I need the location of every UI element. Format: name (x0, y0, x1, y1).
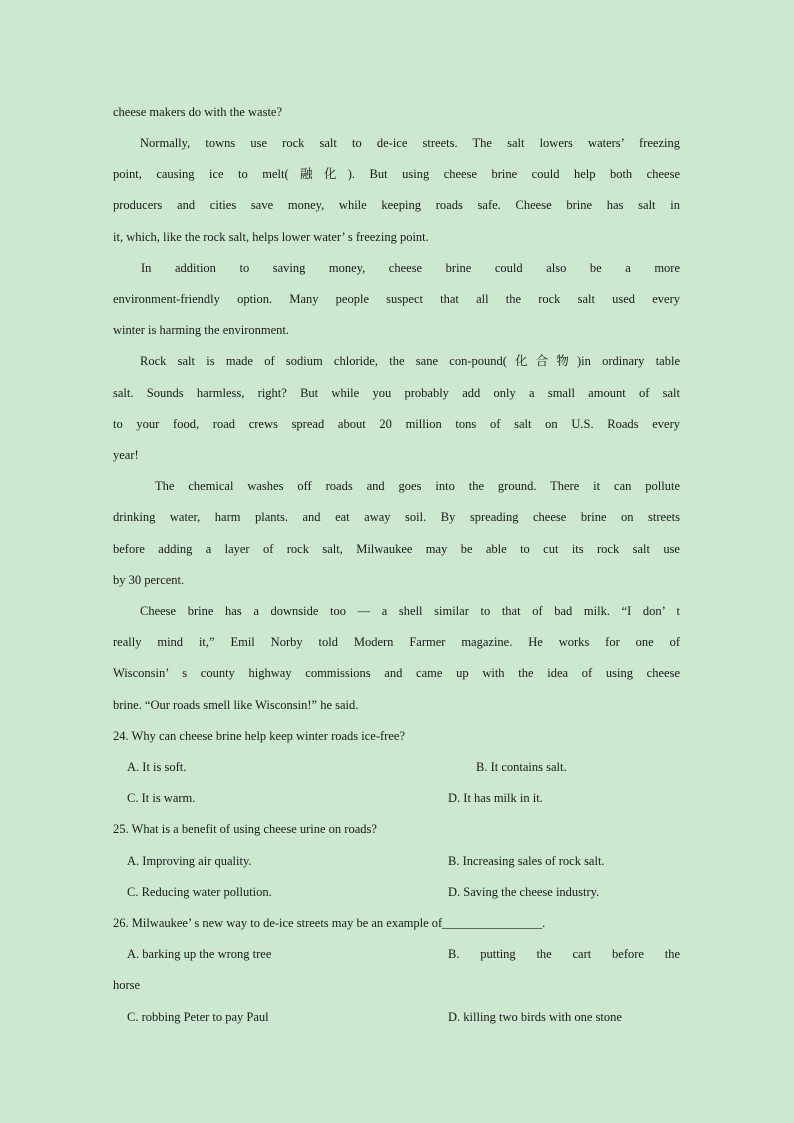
passage-line: In addition to saving money, cheese brine could also be a more (141, 261, 680, 275)
question-26-option-b: B. putting the cart before the (448, 947, 680, 961)
passage-line: by 30 percent. (113, 573, 185, 587)
question-26-stem: 26. Milwaukee’ s new way to de-ice streets may be an example of________________. (113, 916, 546, 930)
question-24-option-c: C. It is warm. (127, 791, 196, 805)
passage-line: Cheese brine has a downside too — a shell similar to that of bad milk. “I don’ t (140, 604, 680, 618)
question-24-option-d: D. It has milk in it. (448, 791, 543, 805)
question-24-option-b: B. It contains salt. (476, 760, 567, 774)
passage-line: before adding a layer of rock salt, Milwaukee may be able to cut its rock salt use (113, 542, 680, 556)
passage-line: cheese makers do with the waste? (113, 105, 283, 119)
question-26-option-c: C. robbing Peter to pay Paul (127, 1010, 269, 1024)
question-26-option-d: D. killing two birds with one stone (448, 1010, 622, 1024)
passage-line: to your food, road crews spread about 20 million tons of salt on U.S. Roads every (113, 417, 680, 431)
question-25-option-a: A. Improving air quality. (127, 854, 252, 868)
passage-line: environment-friendly option. Many people suspect that all the rock salt used every (113, 292, 680, 306)
question-25-option-b: B. Increasing sales of rock salt. (448, 854, 605, 868)
question-25-stem: 25. What is a benefit of using cheese urine on roads? (113, 822, 377, 836)
question-26-option-a: A. barking up the wrong tree (127, 947, 272, 961)
question-24-stem: 24. Why can cheese brine help keep winter roads ice-free? (113, 729, 405, 743)
passage-line: year! (113, 448, 139, 462)
question-25-option-d: D. Saving the cheese industry. (448, 885, 600, 899)
passage-line: brine. “Our roads smell like Wisconsin!” he said. (113, 698, 359, 712)
question-26-option-b-continuation: horse (113, 978, 141, 992)
passage-line: Normally, towns use rock salt to de-ice streets. The salt lowers waters’ freezing (140, 136, 680, 150)
passage-line: drinking water, harm plants. and eat away soil. By spreading cheese brine on streets (113, 510, 680, 524)
passage-line: winter is harming the environment. (113, 323, 290, 337)
question-25-option-c: C. Reducing water pollution. (127, 885, 272, 899)
question-24-option-a: A. It is soft. (127, 760, 187, 774)
passage-line: Wisconsin’ s county highway commissions and came up with the idea of using cheese (113, 666, 680, 680)
passage-line: Rock salt is made of sodium chloride, the sane con-pound(化合物)in ordinary table (140, 354, 680, 368)
passage-line: point, causing ice to melt(融化). But using cheese brine could help both cheese (113, 167, 680, 181)
passage-line: really mind it,” Emil Norby told Modern Farmer magazine. He works for one of (113, 635, 680, 649)
passage-line: producers and cities save money, while keeping roads safe. Cheese brine has salt in (113, 198, 680, 212)
passage-line: salt. Sounds harmless, right? But while you probably add only a small amount of salt (113, 386, 680, 400)
passage-line: The chemical washes off roads and goes into the ground. There it can pollute (155, 479, 680, 493)
passage-line: it, which, like the rock salt, helps lower water’ s freezing point. (113, 230, 429, 244)
